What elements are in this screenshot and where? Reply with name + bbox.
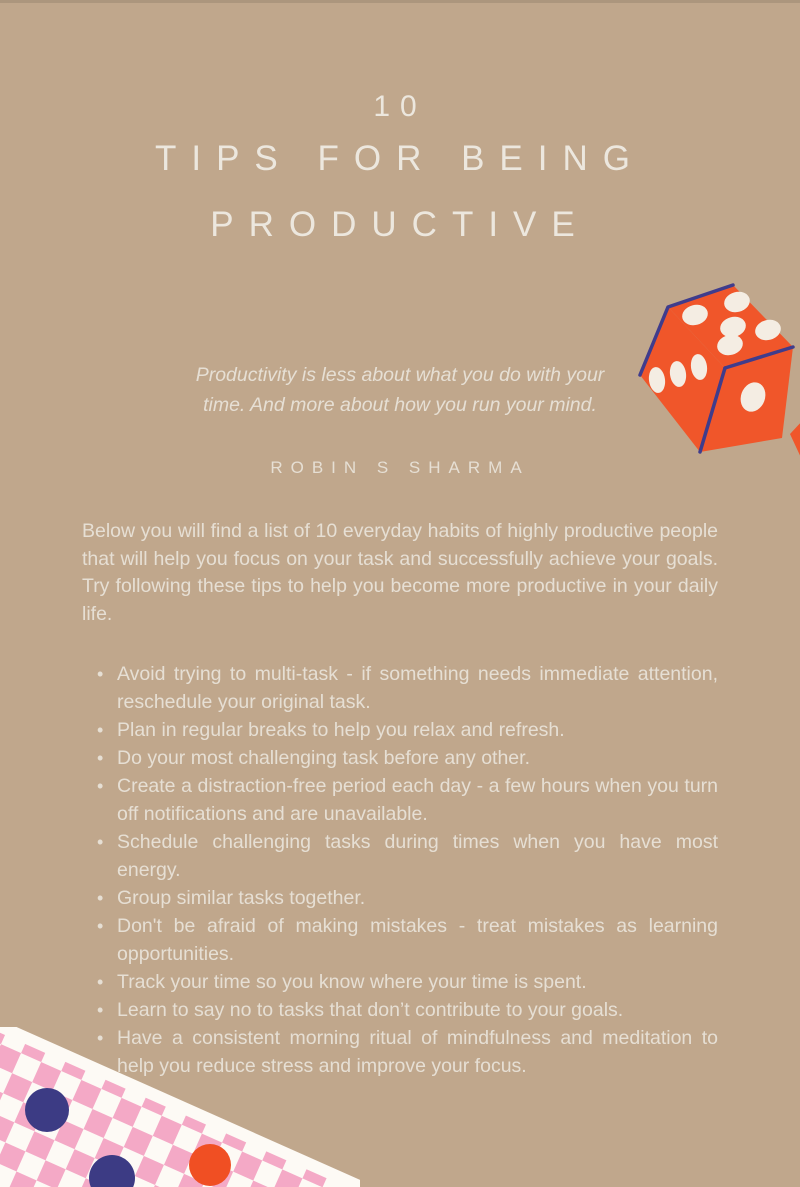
checkerboard-icon (0, 1027, 360, 1187)
title-line-2: PRODUCTIVE (210, 205, 590, 244)
tip-item (82, 744, 718, 772)
tip-text: Learn to say no to tasks that don’t contribute to your goals. (117, 999, 624, 1021)
page-title (0, 0, 800, 258)
tip-text: Create a distraction-free period each day - a few hours when you turn off notifications and are unavailable. (117, 775, 718, 825)
tip-text: Do your most challenging task before any other. (117, 747, 530, 769)
tip-text: Plan in regular breaks to help you relax and refresh. (117, 719, 565, 741)
title-line-1: TIPS FOR BEING (154, 139, 646, 178)
tip-item (82, 968, 718, 996)
intro-paragraph: Below you will find a list of 10 everyday habits of highly productive people that will help you focus on your task and successfully achieve your goals. Try following these tips to help you become more productive in your daily life. (82, 520, 718, 625)
tip-item (82, 828, 718, 884)
tip-text: Track your time so you know where your time is spent. (117, 971, 587, 993)
tip-item (82, 716, 718, 744)
title-line-number: 10 (373, 90, 427, 123)
top-edge-shade (0, 0, 800, 3)
quote-attribution: ROBIN S SHARMA (270, 458, 530, 477)
tip-item (82, 772, 718, 828)
tip-text: Group similar tasks together. (117, 887, 366, 909)
tips-list (82, 660, 718, 1080)
tip-item (82, 912, 718, 968)
quote-line-2: time. And more about how you run your mind. (203, 394, 597, 416)
die-icon (613, 262, 800, 467)
tip-text: Schedule challenging tasks during times when you have most energy. (117, 831, 718, 881)
tip-text: Don't be afraid of making mistakes - treat mistakes as learning opportunities. (117, 915, 718, 965)
tip-text: Avoid trying to multi-task - if something needs immediate attention, reschedule your original task. (117, 663, 718, 713)
tip-item (82, 996, 718, 1024)
tip-item (82, 884, 718, 912)
tip-item (82, 660, 718, 716)
quote-line-1: Productivity is less about what you do with your (195, 364, 605, 386)
tip-text: Have a consistent morning ritual of mindfulness and meditation to help you reduce stress and improve your focus. (117, 1027, 718, 1077)
